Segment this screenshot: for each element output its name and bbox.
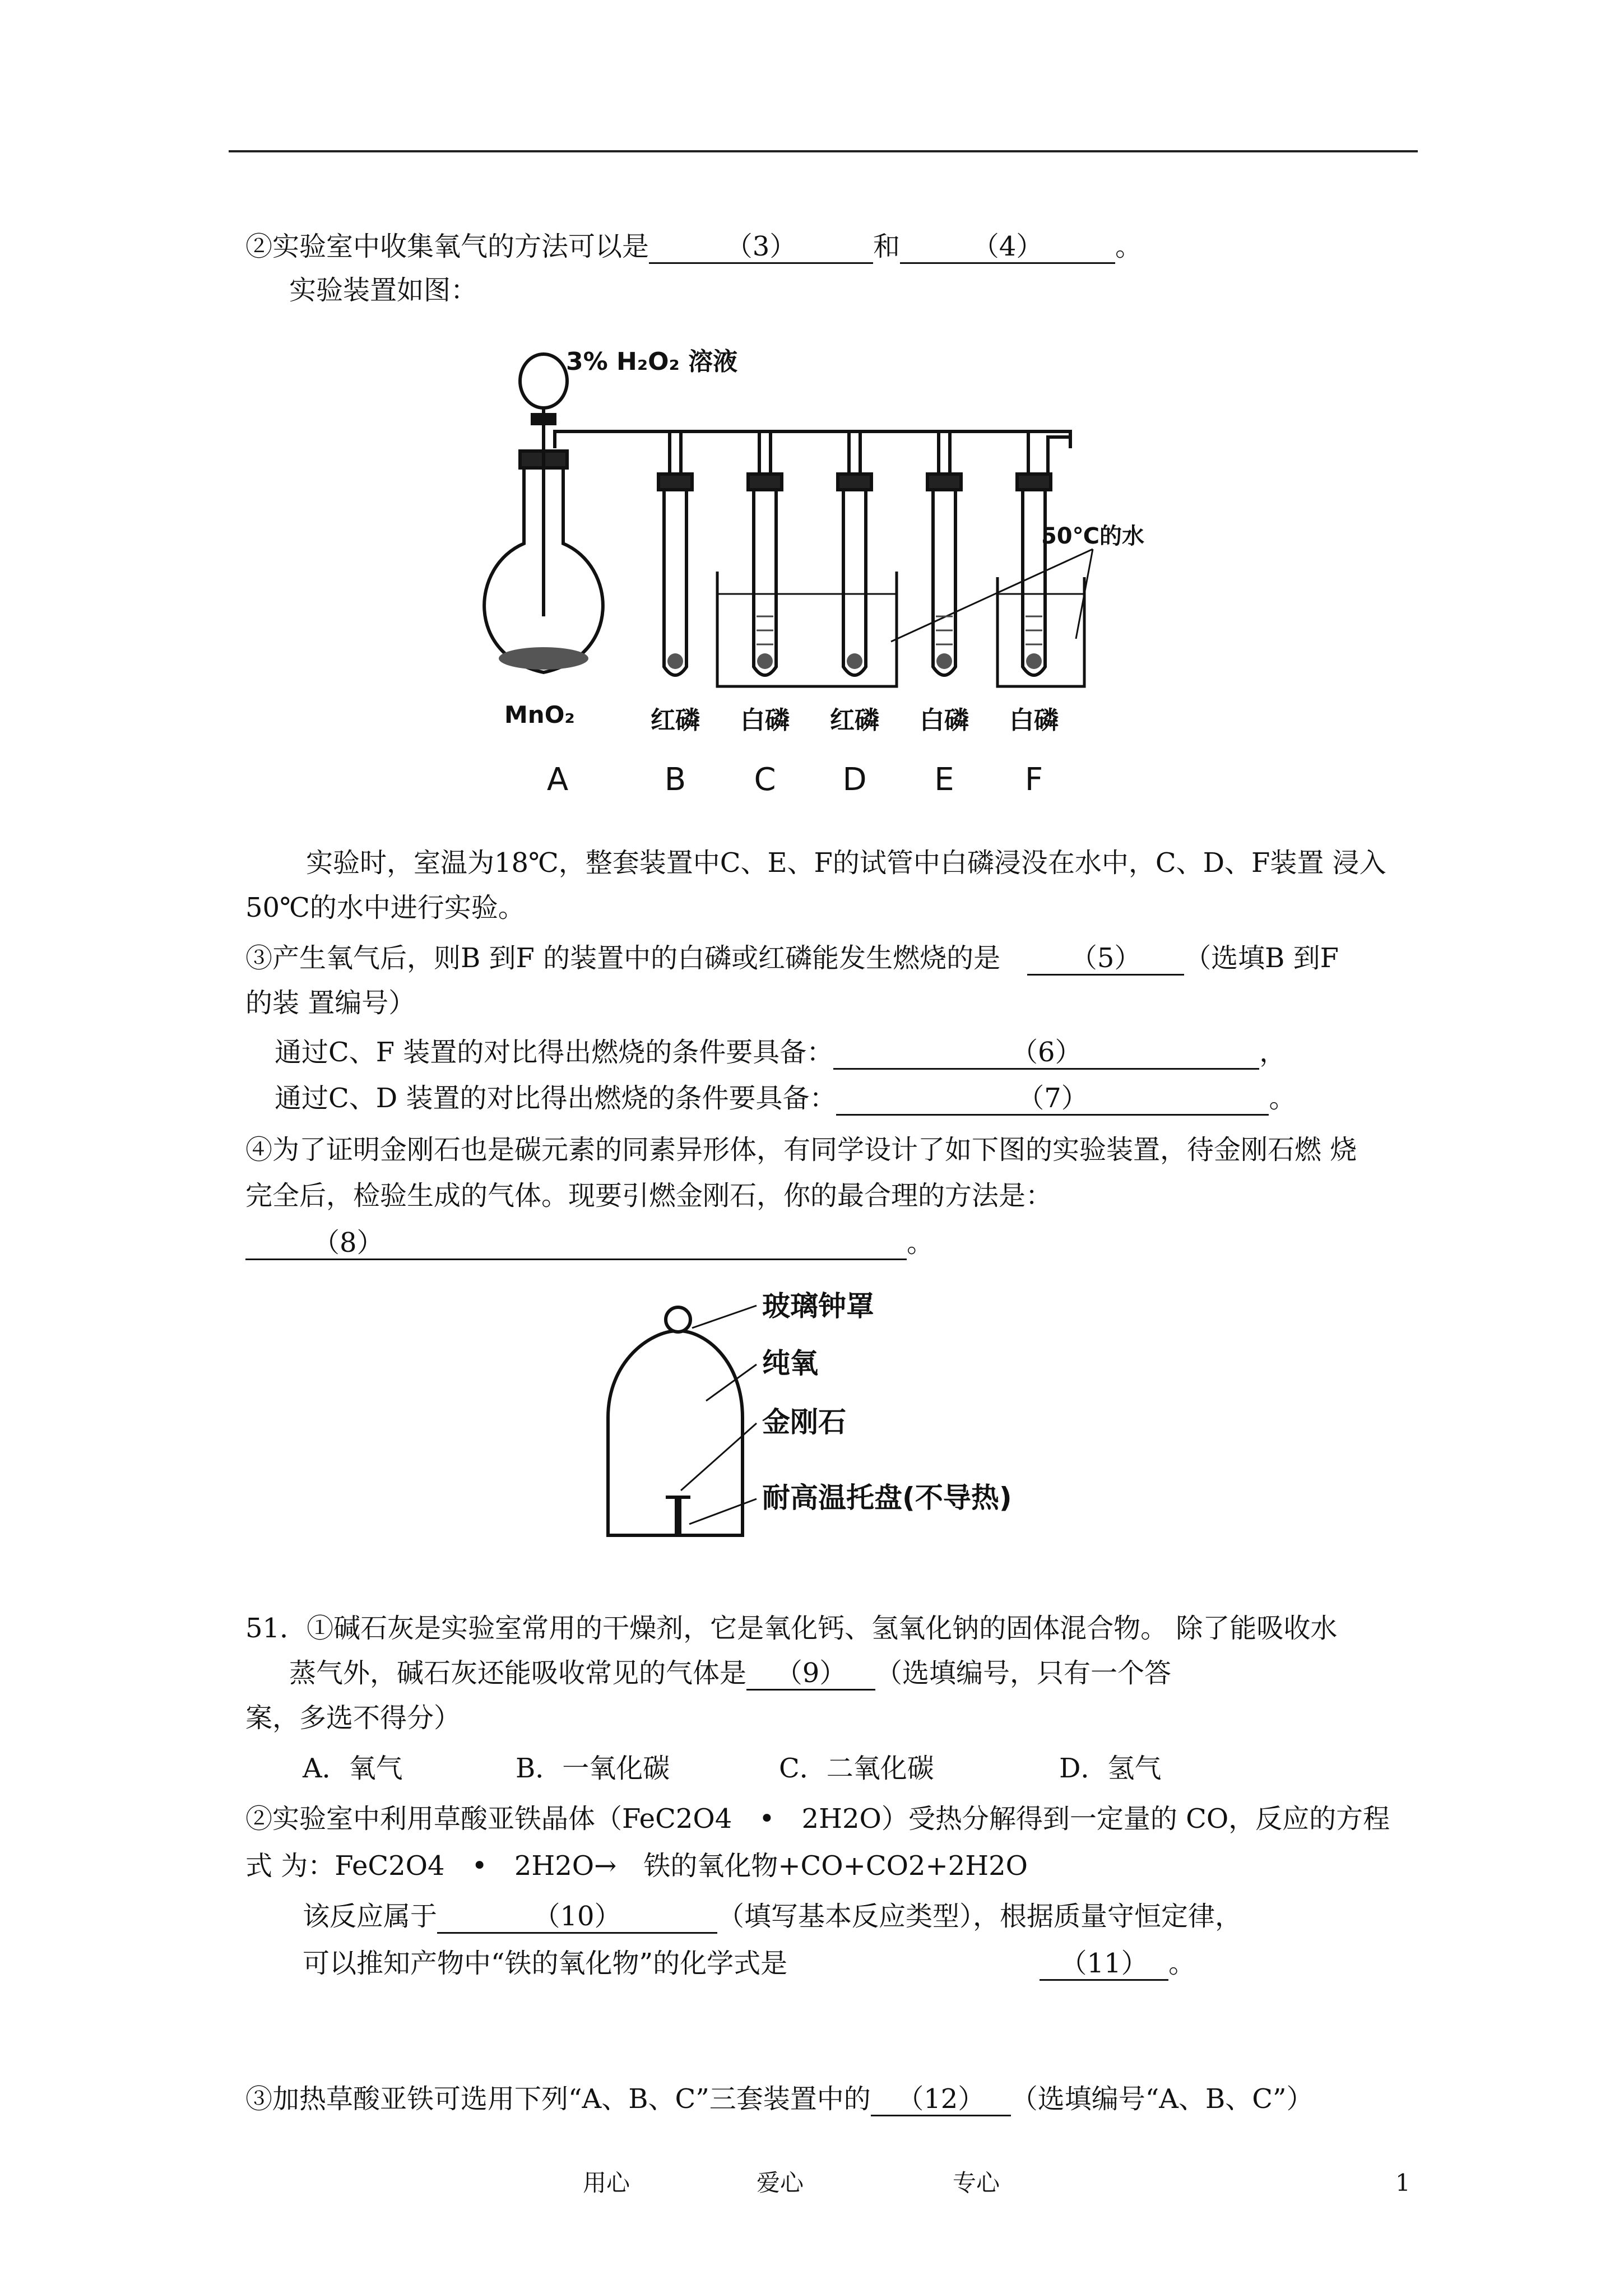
answer-blank-8[interactable]: （8） xyxy=(245,1227,907,1260)
experiment-description-1: 实验时，室温为18℃，整套装置中C、E、F的试管中白磷浸没在水中，C、D、F装置 浸入 xyxy=(306,847,1386,879)
label-tray: 耐高温托盘(不导热) xyxy=(762,1482,1012,1514)
question-4-line-3: （8） 。 xyxy=(245,1226,934,1260)
header-rule xyxy=(229,150,1418,152)
question-4-line-2: 完全后，检验生成的气体。现要引燃金刚石，你的最合理的方法是： xyxy=(245,1180,1053,1211)
device-letter-a: A xyxy=(546,761,569,798)
question-51-line-2: 蒸气外，碱石灰还能吸收常见的气体是 （9） （选填编号，只有一个答 xyxy=(289,1656,1171,1691)
answer-blank-10[interactable]: （10） xyxy=(437,1901,717,1934)
question-3-line-2: 的装 置编号） xyxy=(245,987,416,1019)
option-d[interactable]: D．氢气 xyxy=(1059,1753,1162,1784)
answer-blank-12[interactable]: （12） xyxy=(871,2083,1011,2116)
tube-label-b: 红磷 xyxy=(651,706,700,735)
answer-blank-9[interactable]: （9） xyxy=(746,1657,875,1691)
question-51-line-3: 案，多选不得分） xyxy=(245,1702,461,1734)
question-text: ②实验室中收集氧气的方法可以是 xyxy=(245,231,649,262)
answer-blank-3[interactable]: （3） xyxy=(649,231,873,264)
option-b[interactable]: B．一氧化碳 xyxy=(516,1753,670,1784)
options-row xyxy=(303,1752,1162,1785)
option-c[interactable]: C．二氧化碳 xyxy=(779,1753,934,1784)
device-letter-c: C xyxy=(754,761,776,798)
cf-comparison-line: 通过C、F 装置的对比得出燃烧的条件要具备： （6） ， xyxy=(275,1035,1286,1070)
cd-comparison-line: 通过C、D 装置的对比得出燃烧的条件要具备： （7） 。 xyxy=(275,1081,1296,1116)
question-2-line: ②实验室中收集氧气的方法可以是 （3） 和 （4） 。 xyxy=(245,230,1142,264)
label-glass-bell-jar: 玻璃钟罩 xyxy=(762,1290,874,1322)
catalyst-label: MnO₂ xyxy=(504,701,575,728)
tube-label-e: 白磷 xyxy=(920,706,969,735)
page-number: 1 xyxy=(1395,2169,1410,2197)
label-pure-oxygen: 纯氧 xyxy=(762,1347,818,1380)
question-51b-line-1: ②实验室中利用草酸亚铁晶体（FeC2O4 • 2H2O）受热分解得到一定量的 CO，反应的方程 xyxy=(245,1803,1390,1835)
device-letter-b: B xyxy=(664,761,686,798)
reagent-label: 3% H₂O₂ 溶液 xyxy=(566,347,738,376)
question-51c-line: ③加热草酸亚铁可选用下列“A、B、C”三套装置中的 （12） （选填编号“A、B、C”） xyxy=(245,2082,1314,2116)
option-a[interactable]: A．氧气 xyxy=(303,1753,403,1784)
water-label: 50℃的水 xyxy=(1041,523,1145,549)
answer-blank-11[interactable]: （11） xyxy=(1040,1948,1168,1981)
device-letter-e: E xyxy=(934,761,954,798)
footer-left: 用心 xyxy=(583,2169,630,2197)
apparatus-figure xyxy=(460,336,1145,818)
question-4-line-1: ④为了证明金刚石也是碳元素的同素异形体，有同学设计了如下图的实验装置，待金刚石燃 烧 xyxy=(245,1134,1357,1165)
question-51b-line-3: 该反应属于 （10） （填写基本反应类型），根据质量守恒定律， xyxy=(303,1900,1242,1934)
answer-blank-4[interactable]: （4） xyxy=(900,231,1115,264)
experiment-description-2: 50℃的水中进行实验。 xyxy=(245,892,525,923)
question-51-line-1: 51．①碱石灰是实验室常用的干燥剂，它是氧化钙、氢氧化钠的固体混合物。 除了能吸收水 xyxy=(245,1613,1338,1644)
footer-right: 专心 xyxy=(953,2169,1000,2197)
device-letter-d: D xyxy=(842,761,867,798)
bell-jar-figure xyxy=(594,1289,1098,1558)
device-letter-f: F xyxy=(1024,761,1043,798)
footer-middle: 爱心 xyxy=(757,2169,804,2197)
tube-label-c: 白磷 xyxy=(740,706,790,735)
question-51b-line-4: 可以推知产物中“铁的氧化物”的化学式是 （11） 。 xyxy=(303,1947,1195,1981)
tube-label-d: 红磷 xyxy=(830,706,879,735)
answer-blank-7[interactable]: （7） xyxy=(836,1083,1269,1116)
label-diamond: 金刚石 xyxy=(762,1406,846,1438)
answer-blank-6[interactable]: （6） xyxy=(833,1037,1259,1070)
question-51b-line-2: 式 为：FeC2O4 • 2H2O→ 铁的氧化物+CO+CO2+2H2O xyxy=(245,1850,1028,1882)
answer-blank-5[interactable]: （5） xyxy=(1027,942,1184,976)
tube-label-f: 白磷 xyxy=(1009,706,1059,735)
question-3-line: ③产生氧气后，则B 到F 的装置中的白磷或红磷能发生燃烧的是 （5） （选填B 到F xyxy=(245,941,1339,976)
intro-text: 实验装置如图： xyxy=(289,275,478,306)
